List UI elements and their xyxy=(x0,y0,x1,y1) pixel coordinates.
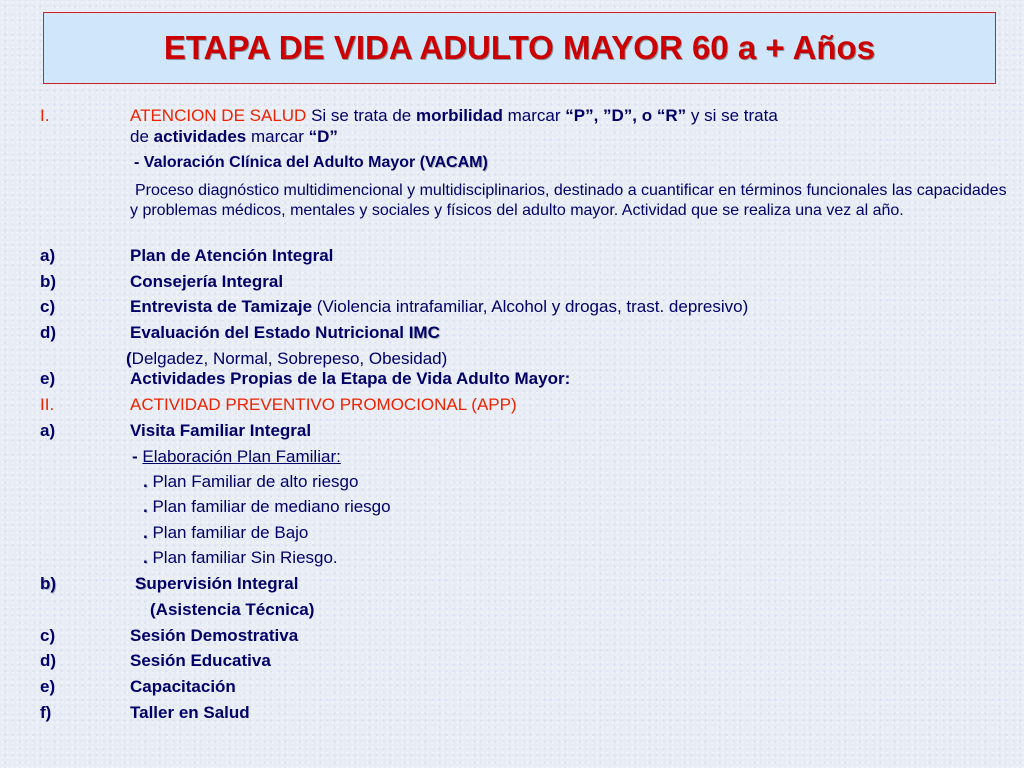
marcar-text: marcar xyxy=(507,106,561,125)
item-text: Consejería Integral xyxy=(130,272,284,291)
plan-bullet: . xyxy=(143,497,148,516)
item-extra: (Violencia intrafamiliar, Alcohol y drogas, trast. depresivo) xyxy=(316,297,749,316)
item-label: d) xyxy=(40,651,57,670)
slide-title: ETAPA DE VIDA ADULTO MAYOR 60 a + Años xyxy=(163,29,876,66)
vacam-prefix: - Valoración Clínica del Adulto Mayor xyxy=(134,154,416,171)
morbilidad-text: morbilidad xyxy=(415,106,503,125)
item-label: a) xyxy=(40,246,56,265)
item-text: Plan de Atención Integral xyxy=(130,246,334,265)
section-1-text-cont: y si se trata xyxy=(690,106,778,125)
item-label: c) xyxy=(40,297,56,316)
item-label: c) xyxy=(40,626,56,645)
item-text: Actividades Propias de la Etapa de Vida Adulto Mayor: xyxy=(130,369,571,388)
item-text: Evaluación del Estado Nutricional xyxy=(130,323,404,342)
item-text: Capacitación xyxy=(130,677,236,696)
vacam-desc-text: Proceso diagnóstico multidimencional y multidisciplinarios, destinado a cuantificar en términos funcionales las capacidades y problemas médicos, mentales y sociales y físicos del adulto mayor. Actividad que se realiza una vez al año. xyxy=(130,182,1007,219)
plan-familiar-dash: - xyxy=(132,447,138,466)
section-1-number: I. xyxy=(40,106,50,125)
plan-text: Plan familiar de Bajo xyxy=(152,523,309,542)
pdr-codes: “P”, ”D”, o “R” xyxy=(565,106,687,125)
item-text: Sesión Demostrativa xyxy=(130,626,299,645)
vacam-paren: ( xyxy=(419,154,426,171)
imc-label: IMC xyxy=(408,323,440,342)
item-text: Entrevista de Tamizaje xyxy=(130,297,313,316)
supervision-sub-text: (Asistencia Técnica) xyxy=(150,600,315,619)
section-2-number: II. xyxy=(40,395,55,414)
vacam-acronym: VACAM) xyxy=(425,154,488,171)
item-label: e) xyxy=(40,677,56,696)
plan-bullet: . xyxy=(143,523,148,542)
de-text: de xyxy=(130,127,149,146)
item-text: Taller en Salud xyxy=(130,703,250,722)
supervision-initial: S xyxy=(135,574,147,593)
section-1-text: Si se trata de xyxy=(311,106,412,125)
item-label: b) xyxy=(40,574,57,593)
item-text: upervisión Integral xyxy=(146,574,299,593)
plan-text: Plan Familiar de alto riesgo xyxy=(152,472,359,491)
plan-familiar-heading: Elaboración Plan Familiar: xyxy=(142,447,341,466)
plan-bullet: . xyxy=(143,472,148,491)
item-text: Sesión Educativa xyxy=(130,651,271,670)
imc-note-text: Delgadez, Normal, Sobrepeso, Obesidad) xyxy=(131,349,448,368)
plan-bullet: . xyxy=(143,548,148,567)
item-label: d) xyxy=(40,323,57,342)
actividades-text: actividades xyxy=(153,127,247,146)
item-label: a) xyxy=(40,421,56,440)
section-2-heading: ACTIVIDAD PREVENTIVO PROMOCIONAL (APP) xyxy=(130,395,517,414)
item-label: e) xyxy=(40,369,56,388)
item-text: Visita Familiar Integral xyxy=(130,421,312,440)
imc-note-paren: ( xyxy=(126,349,132,368)
marcar-text-2: marcar xyxy=(251,127,304,146)
section-1-heading: ATENCION DE SALUD xyxy=(130,106,307,125)
item-label: f) xyxy=(40,703,52,722)
d-code: “D” xyxy=(308,127,338,146)
plan-text: Plan familiar Sin Riesgo. xyxy=(152,548,338,567)
item-label: b) xyxy=(40,272,57,291)
plan-text: Plan familiar de mediano riesgo xyxy=(152,497,391,516)
